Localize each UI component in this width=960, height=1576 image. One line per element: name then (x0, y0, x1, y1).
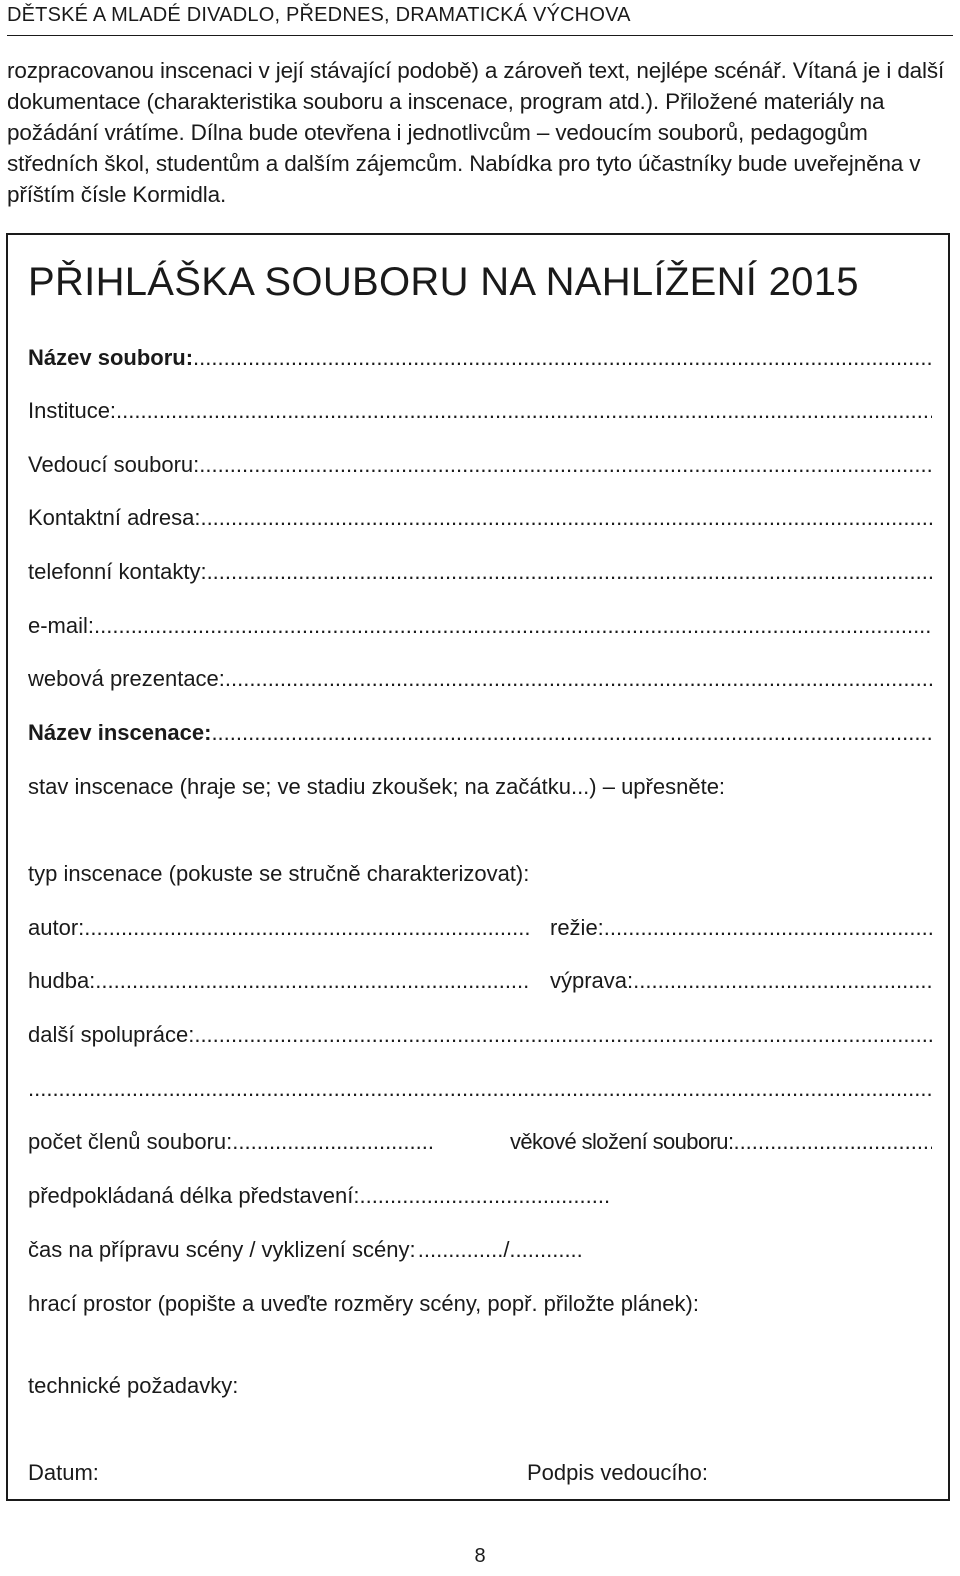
field-blank (84, 913, 530, 943)
field-nazev-souboru[interactable] (28, 343, 932, 373)
field-blank (207, 557, 932, 587)
field-vedouci-souboru[interactable] (28, 450, 932, 480)
field-blank (200, 503, 932, 533)
field-label: Instituce: (28, 398, 117, 423)
field-kontaktni-adresa[interactable] (28, 503, 932, 533)
field-blank (359, 1181, 612, 1211)
field-stav-inscenace[interactable]: stav inscenace (hraje se; ve stadiu zkoušek; na začátku...) – upřesněte: (28, 774, 726, 799)
field-vyprava[interactable] (550, 966, 932, 996)
header-rule (7, 35, 953, 36)
field-blank (225, 664, 932, 694)
field-blank (232, 1127, 436, 1157)
field-hudba[interactable] (28, 966, 530, 996)
field-typ-inscenace[interactable]: typ inscenace (pokuste se stručně charakterizovat): (28, 861, 530, 886)
field-blank (116, 396, 932, 426)
field-pocet-clenu[interactable] (28, 1127, 436, 1157)
field-label: e-mail: (28, 613, 95, 638)
field-rezie[interactable] (550, 913, 932, 943)
field-blank (28, 1074, 932, 1104)
field-label: výprava: (550, 968, 634, 993)
field-label: telefonní kontakty: (28, 559, 207, 584)
field-dalsi-spoluprace-continuation[interactable] (28, 1074, 932, 1104)
field-label: předpokládaná délka představení: (28, 1183, 360, 1208)
running-header: DĚTSKÉ A MLADÉ DIVADLO, PŘEDNES, DRAMATICKÁ VÝCHOVA (7, 4, 631, 26)
field-label: hudba: (28, 968, 96, 993)
field-label: počet členů souboru: (28, 1129, 233, 1154)
field-blank (194, 1020, 932, 1050)
field-email[interactable] (28, 611, 932, 641)
field-blank (95, 966, 530, 996)
field-blank (211, 718, 932, 748)
field-telefonni-kontakty[interactable] (28, 557, 932, 587)
field-label: další spolupráce: (28, 1022, 195, 1047)
field-autor[interactable] (28, 913, 530, 943)
field-cas-na-pripravu[interactable] (28, 1235, 583, 1265)
field-technicke-pozadavky[interactable]: technické požadavky: (28, 1373, 239, 1398)
field-instituce[interactable] (28, 396, 932, 426)
field-nazev-inscenace[interactable] (28, 718, 932, 748)
field-label: čas na přípravu scény / vyklizení scény: (28, 1237, 416, 1262)
field-blank: ............../............ (417, 1237, 583, 1262)
field-datum[interactable]: Datum: (28, 1460, 99, 1485)
field-label: věkové složení souboru: (510, 1129, 734, 1154)
field-blank (193, 343, 932, 373)
field-delka-predstaveni[interactable] (28, 1181, 612, 1211)
application-form (6, 233, 950, 1501)
field-label: webová prezentace: (28, 666, 225, 691)
field-blank (604, 913, 932, 943)
field-label: autor: (28, 915, 85, 940)
field-podpis[interactable]: Podpis vedoucího: (527, 1460, 709, 1485)
field-dalsi-spoluprace[interactable] (28, 1020, 932, 1050)
field-label: Název souboru: (28, 345, 194, 370)
field-blank (94, 611, 932, 641)
form-title: PŘIHLÁŠKA SOUBORU NA NAHLÍŽENÍ 2015 (28, 260, 859, 304)
field-label: režie: (550, 915, 604, 940)
field-label: Vedoucí souboru: (28, 452, 200, 477)
field-blank (633, 966, 932, 996)
field-label: Kontaktní adresa: (28, 505, 201, 530)
field-label: Název inscenace: (28, 720, 212, 745)
field-vekove-slozeni[interactable] (510, 1127, 932, 1157)
page-number: 8 (474, 1545, 486, 1567)
field-blank (199, 450, 932, 480)
intro-paragraph: rozpracovanou inscenaci v její stávající podobě) a zároveň text, nejlépe scénář. Vítaná je i další dokumentace (charakteristika souboru a inscenace, program atd.). Přiložené materiály na požádání vrátíme. Dílna bude otevřena i jednotlivcům – vedoucím souborů, pedagogům středních škol, studentům a dalším zájemcům. Nabídka pro tyto účastníky bude uveřejněna v příštím čísle Kormidla. (7, 58, 945, 207)
field-hraci-prostor[interactable]: hrací prostor (popište a uveďte rozměry scény, popř. přiložte plánek): (28, 1291, 699, 1316)
field-webova-prezentace[interactable] (28, 664, 932, 694)
field-blank (733, 1127, 932, 1157)
